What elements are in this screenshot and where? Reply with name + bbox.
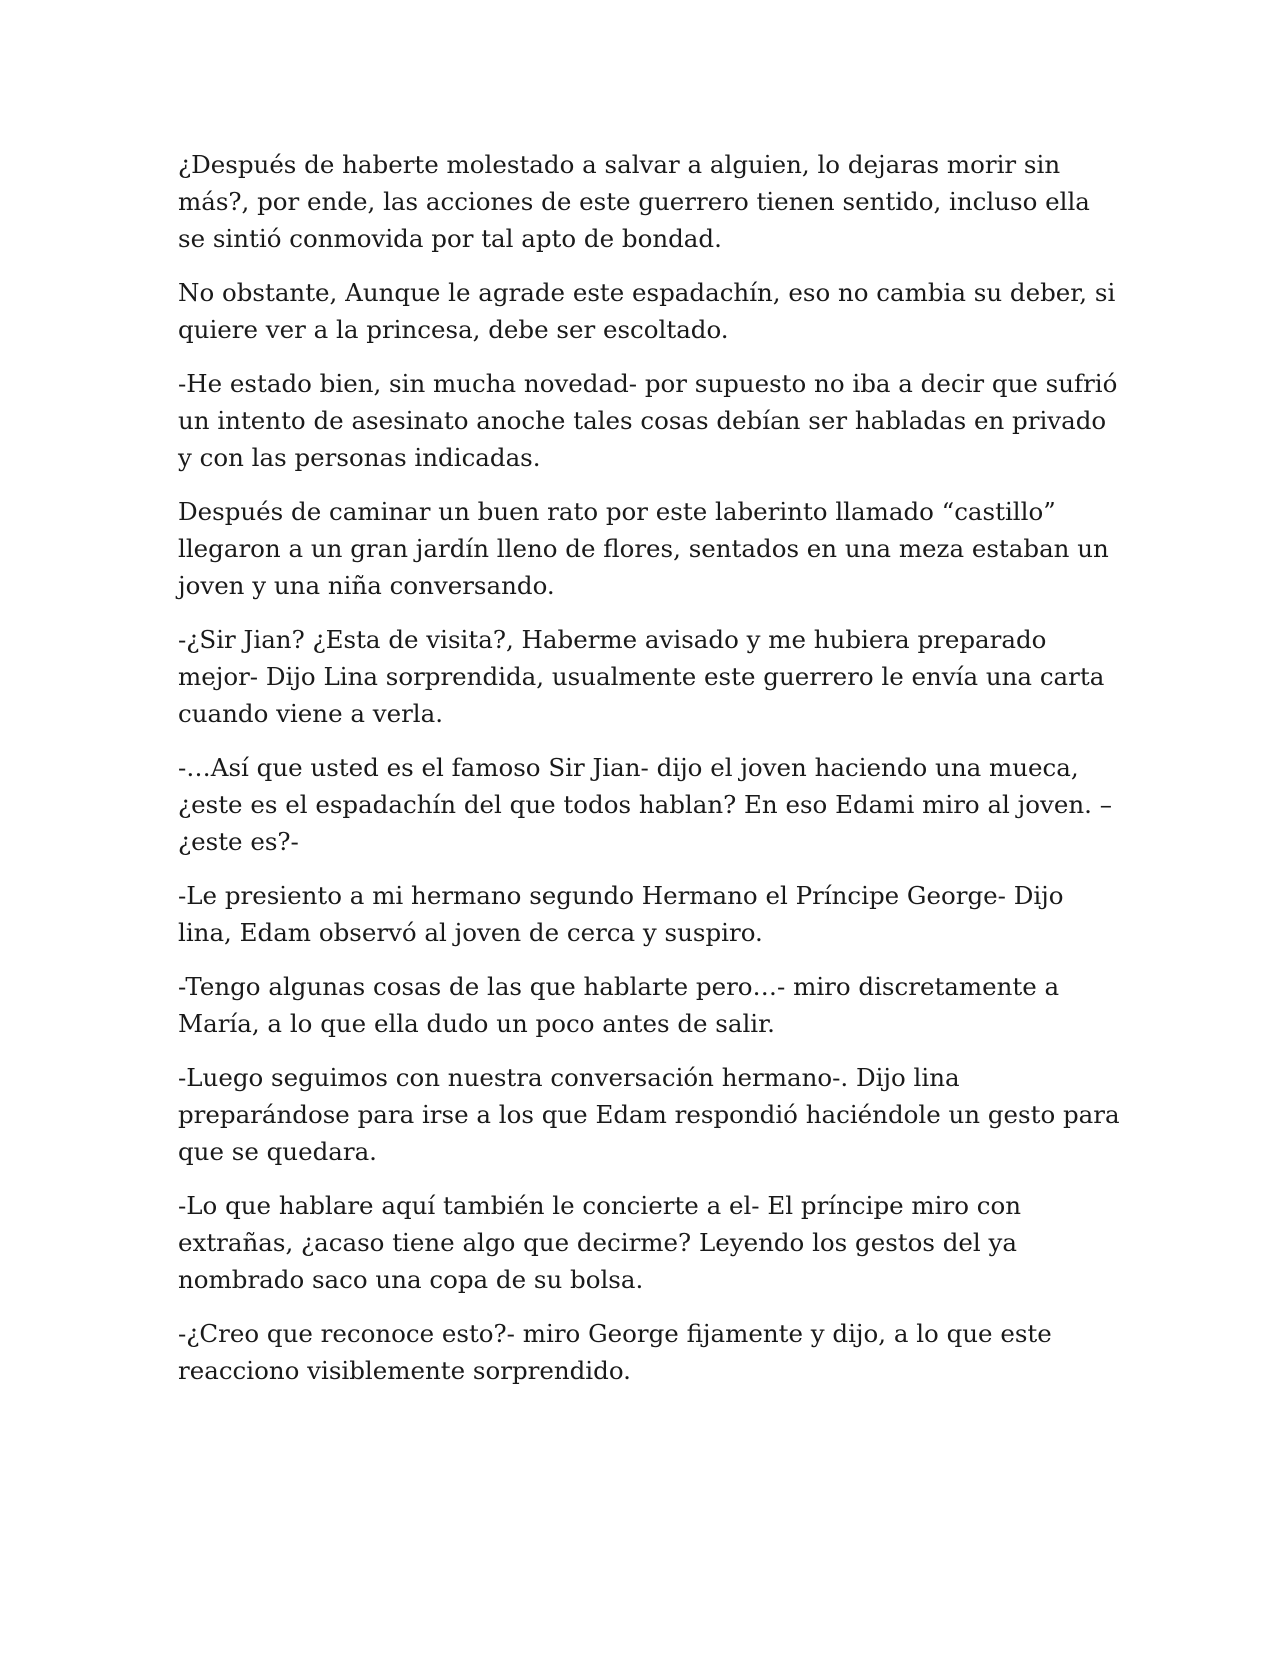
document-body [178, 146, 1123, 1406]
paragraph: -Tengo algunas cosas de las que hablarte pero…- miro discretamente a María, a lo que ella dudo un poco antes de salir. [178, 972, 1060, 1038]
paragraph: No obstante, Aunque le agrade este espadachín, eso no cambia su deber, si quiere ver a la princesa, debe ser escoltado. [178, 278, 1116, 344]
paragraph: -Luego seguimos con nuestra conversación hermano-. Dijo lina preparándose para irse a los que Edam respondió haciéndole un gesto para que se quedara. [178, 1063, 1120, 1166]
paragraph: -He estado bien, sin mucha novedad- por supuesto no iba a decir que sufrió un intento de asesinato anoche tales cosas debían ser habladas en privado y con las personas indicadas. [178, 369, 1118, 472]
paragraph: -¿Sir Jian? ¿Esta de visita?, Haberme avisado y me hubiera preparado mejor- Dijo Lina sorprendida, usualmente este guerrero le envía una carta cuando viene a verla. [178, 625, 1105, 728]
paragraph: ¿Después de haberte molestado a salvar a alguien, lo dejaras morir sin más?, por ende, las acciones de este guerrero tienen sentido, incluso ella se sintió conmovida por tal apto de bondad. [178, 150, 1090, 253]
paragraph: -¿Creo que reconoce esto?- miro George fijamente y dijo, a lo que este reacciono visiblemente sorprendido. [178, 1319, 1052, 1385]
paragraph: Después de caminar un buen rato por este laberinto llamado “castillo” llegaron a un gran jardín lleno de flores, sentados en una meza estaban un joven y una niña conversando. [178, 497, 1109, 600]
paragraph: -Le presiento a mi hermano segundo Hermano el Príncipe George- Dijo lina, Edam observó al joven de cerca y suspiro. [178, 881, 1064, 947]
paragraph: -…Así que usted es el famoso Sir Jian- dijo el joven haciendo una mueca, ¿este es el espadachín del que todos hablan? En eso Edami miro al joven. –¿este es?- [178, 753, 1112, 856]
paragraph: -Lo que hablare aquí también le concierte a el- El príncipe miro con extrañas, ¿acaso tiene algo que decirme? Leyendo los gestos del ya nombrado saco una copa de su bolsa. [178, 1191, 1021, 1294]
